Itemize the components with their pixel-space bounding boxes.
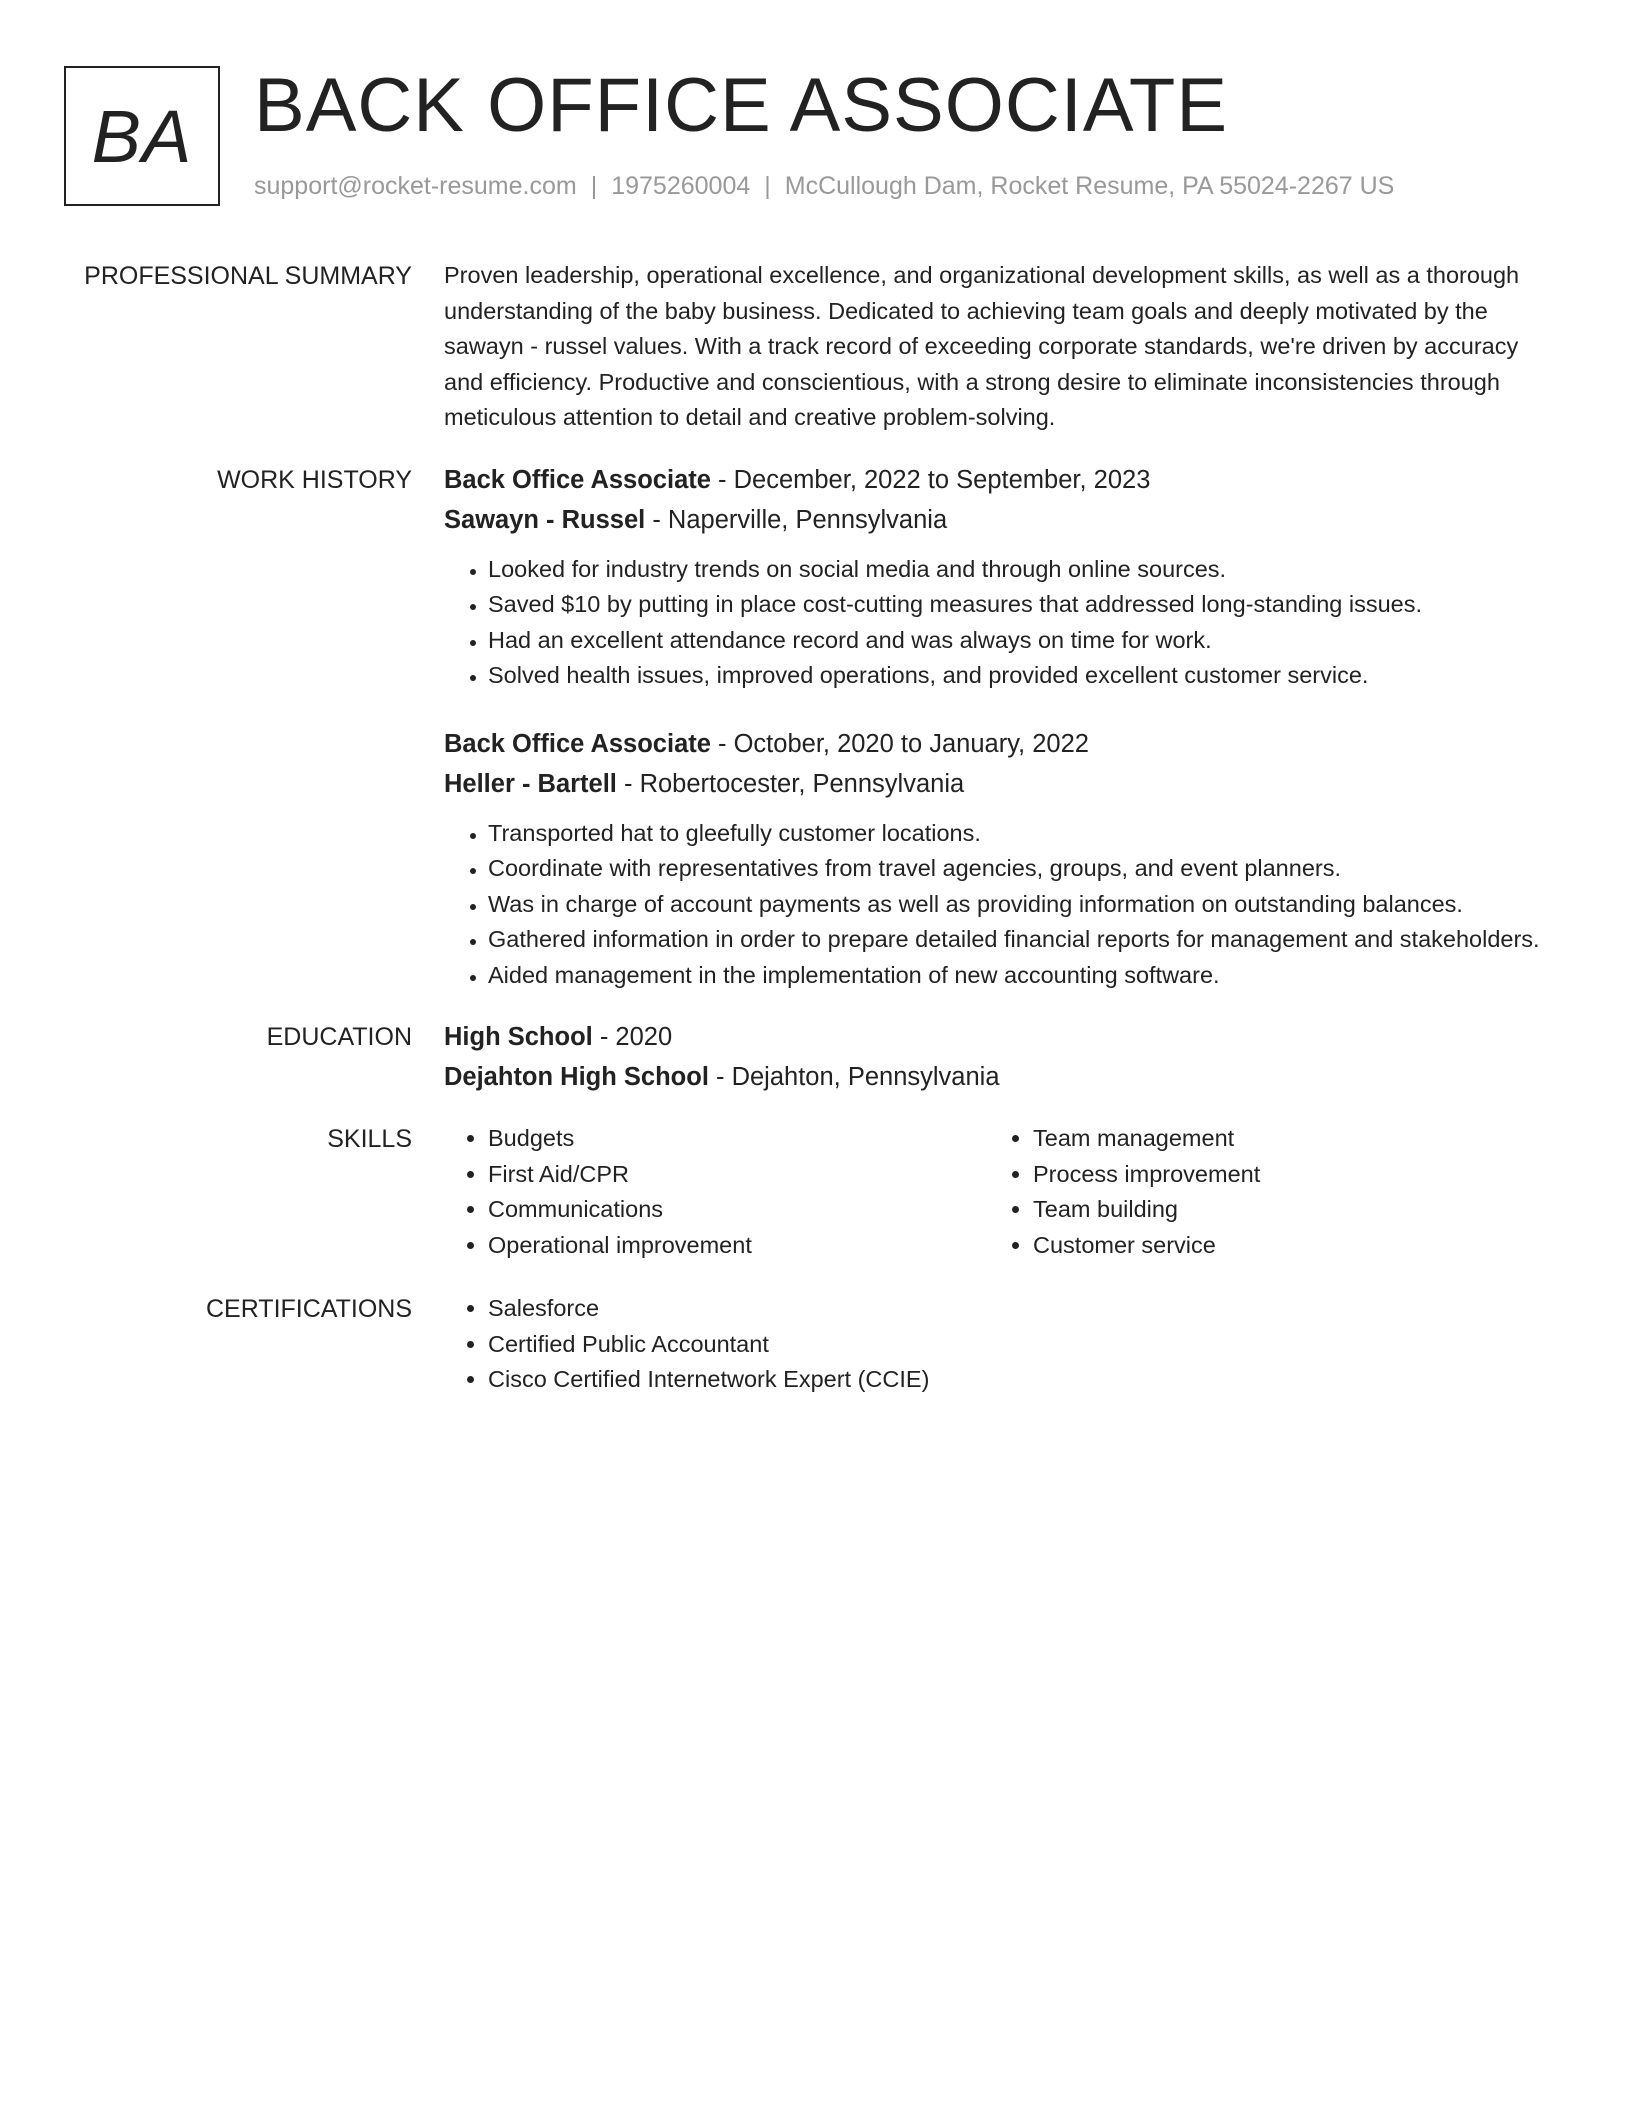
skills-column-right [989,1121,1534,1263]
list-item: • Operational improvement [488,1228,989,1264]
section-label: CERTIFICATIONS [205,1295,412,1323]
list-item: • Looked for industry trends on social media and through online sources. [488,552,1544,588]
job-company: Sawayn - Russel [444,505,646,534]
contact-address: McCullough Dam, Rocket Resume, PA 55024-2267 US [784,172,1395,200]
section-label: EDUCATION [266,1023,412,1051]
skills-list [444,1121,989,1263]
section-label: SKILLS [327,1125,412,1153]
section-professional-summary [0,258,1632,436]
section-label: PROFESSIONAL SUMMARY [84,262,412,290]
section-education [0,1017,1632,1097]
list-item: • Communications [488,1192,989,1228]
list-item: • Gathered information in order to prepare detailed financial reports for management and stakeholders. [488,922,1544,958]
job-entry [444,724,1544,994]
job-location: - Robertocester, Pennsylvania [616,769,965,798]
list-item: • Budgets [488,1121,989,1157]
section-certifications [0,1291,1632,1398]
job-title: Back Office Associate [444,465,711,494]
job-company: Heller - Bartell [444,769,617,798]
job-title: Back Office Associate [444,729,711,758]
resume-content [0,258,1632,1422]
contact-email: support@rocket-resume.com [254,172,577,200]
section-body [444,1017,1544,1097]
list-item: • Aided management in the implementation of new accounting software. [488,958,1544,994]
monogram-box [64,66,220,206]
section-body [444,460,1544,994]
list-item: • Was in charge of account payments as well as providing information on outstanding balances. [488,887,1544,923]
job-company-line [444,764,1544,804]
education-school-line [444,1057,1544,1097]
monogram-initials: BA [91,94,193,178]
list-item: • Team building [1033,1192,1534,1228]
list-item: • Coordinate with representatives from travel agencies, groups, and event planners. [488,851,1544,887]
contact-separator: | [764,172,771,200]
job-title-line [444,724,1544,764]
skills-grid [444,1121,1544,1263]
education-year: - 2020 [592,1023,673,1051]
certifications-list [444,1291,1544,1398]
list-item: • Team management [1033,1121,1534,1157]
list-item: • Cisco Certified Internetwork Expert (CCIE) [488,1362,1544,1398]
list-item: • Had an excellent attendance record and was always on time for work. [488,623,1544,659]
education-location: - Dejahton, Pennsylvania [708,1063,1000,1091]
section-work-history [0,460,1632,994]
job-title-line [444,460,1544,500]
section-body [444,258,1544,436]
page-title: BACK OFFICE ASSOCIATE [254,63,1229,148]
summary-text: Proven leadership, operational excellence, and organizational development skills, as well as a thorough understanding of the baby business. Dedicated to achieving team goals and deeply motivated by the sawayn - russel values. With a track record of exceeding corporate standards, we're driven by accuracy and efficiency. Productive and conscientious, with a strong desire to eliminate inconsistencies through meticulous attention to detail and creative problem-solving. [444,262,1520,430]
job-company-line [444,500,1544,540]
job-entry [444,460,1544,694]
section-skills [0,1121,1632,1263]
list-item: • Customer service [1033,1228,1534,1264]
skills-list [989,1121,1534,1263]
section-body [444,1291,1544,1398]
list-item: • Certified Public Accountant [488,1327,1544,1363]
section-body [444,1121,1544,1263]
contact-phone: 1975260004 [611,172,751,200]
job-bullets [444,552,1544,694]
education-degree-line [444,1017,1544,1057]
list-item: • Saved $10 by putting in place cost-cutting measures that addressed long-standing issues. [488,587,1544,623]
education-school: Dejahton High School [444,1063,709,1091]
list-item: • Solved health issues, improved operations, and provided excellent customer service. [488,658,1544,694]
contact-separator: | [590,172,598,200]
list-item: • Salesforce [488,1291,1544,1327]
list-item: • Process improvement [1033,1157,1534,1193]
resume-header [64,63,1584,210]
contact-line [254,172,1394,201]
skills-column-left [444,1121,989,1263]
section-label: WORK HISTORY [217,465,412,494]
job-location: - Naperville, Pennsylvania [645,505,948,534]
job-dates: - October, 2020 to January, 2022 [710,729,1089,758]
job-dates: - December, 2022 to September, 2023 [710,465,1151,494]
list-item: • First Aid/CPR [488,1157,989,1193]
job-bullets [444,816,1544,994]
list-item: • Transported hat to gleefully customer locations. [488,816,1544,852]
education-degree: High School [444,1023,593,1051]
